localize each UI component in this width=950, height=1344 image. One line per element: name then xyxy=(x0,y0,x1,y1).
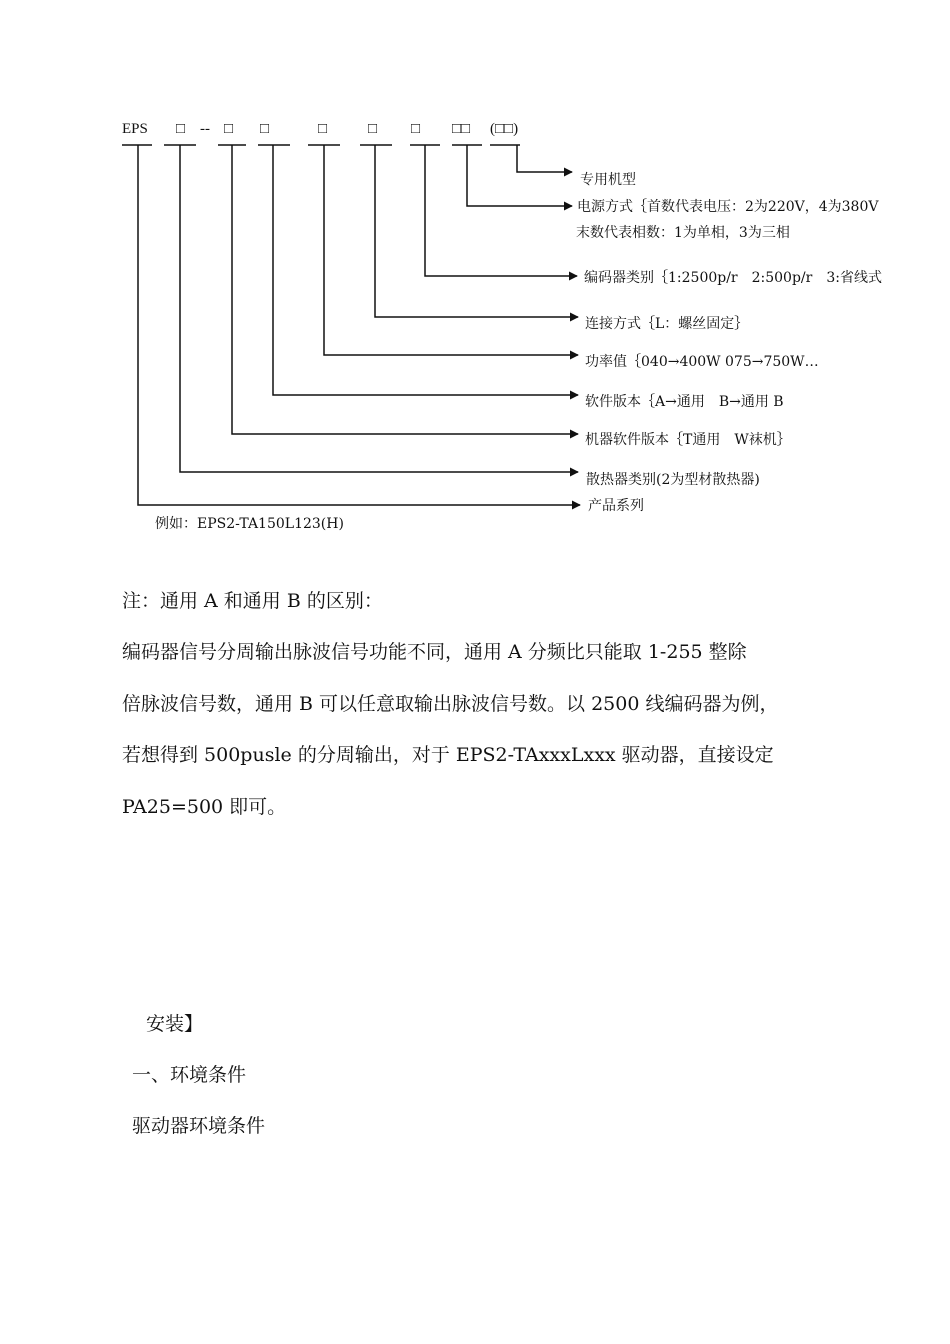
label-power-voltage: 电源方式｛首数代表电压：2为220V，4为380V xyxy=(577,199,879,215)
label-wattage: 功率值｛040→400W 075→750W… xyxy=(585,354,819,370)
label-encoder: 编码器类别｛1:2500p/r 2:500p/r 3:省线式 xyxy=(584,270,882,286)
section-subheading-driver-environment: 驱动器环境条件 xyxy=(132,1115,266,1137)
leader-connection xyxy=(375,145,578,317)
section-subheading-environment: 一、环境条件 xyxy=(132,1064,247,1086)
label-series: 产品系列 xyxy=(588,498,644,514)
note-line-1: 编码器信号分周输出脉波信号功能不同，通用 A 分频比只能取 1-255 整除 xyxy=(122,641,747,663)
leader-power xyxy=(467,145,572,206)
code-box-heatsink: □ xyxy=(176,121,186,137)
note-line-3: 若想得到 500pusle 的分周输出，对于 EPS2-TAxxxLxxx 驱动器，直接设定 xyxy=(122,744,774,766)
code-box-power: □□ xyxy=(452,121,471,137)
leader-series xyxy=(138,145,580,505)
note-line-4: PA25=500 即可。 xyxy=(122,796,287,818)
label-connection: 连接方式｛L：螺丝固定｝ xyxy=(585,316,749,332)
code-box-special: (□□) xyxy=(490,121,519,137)
leader-wattage xyxy=(324,145,578,355)
label-software: 软件版本｛A→通用 B→通用 B xyxy=(585,394,784,410)
code-box-software: □ xyxy=(260,121,270,137)
label-power-phase: 末数代表相数：1为单相，3为三相 xyxy=(576,225,790,241)
note-title: 注：通用 A 和通用 B 的区别： xyxy=(122,590,383,612)
leader-special xyxy=(517,145,572,172)
code-box-machine-software: □ xyxy=(224,121,234,137)
code-box-wattage: □ xyxy=(318,121,328,137)
code-dash: -- xyxy=(200,121,210,137)
example-code: 例如：EPS2-TA150L123(H) xyxy=(155,516,344,532)
label-heatsink: 散热器类别(2为型材散热器) xyxy=(586,472,760,488)
leader-encoder xyxy=(425,145,577,276)
label-machine-software: 机器软件版本｛T通用 W袜机｝ xyxy=(585,432,791,448)
leader-machine-software xyxy=(232,145,578,434)
code-box-connection: □ xyxy=(368,121,378,137)
model-code-diagram xyxy=(0,0,950,545)
leader-heatsink xyxy=(180,145,578,472)
label-special: 专用机型 xyxy=(580,172,636,188)
section-heading: 安装】 xyxy=(146,1013,204,1035)
note-line-2: 倍脉波信号数，通用 B 可以任意取输出脉波信号数。以 2500 线编码器为例， xyxy=(122,693,779,715)
code-box-encoder: □ xyxy=(411,121,421,137)
code-prefix: EPS xyxy=(122,121,148,137)
